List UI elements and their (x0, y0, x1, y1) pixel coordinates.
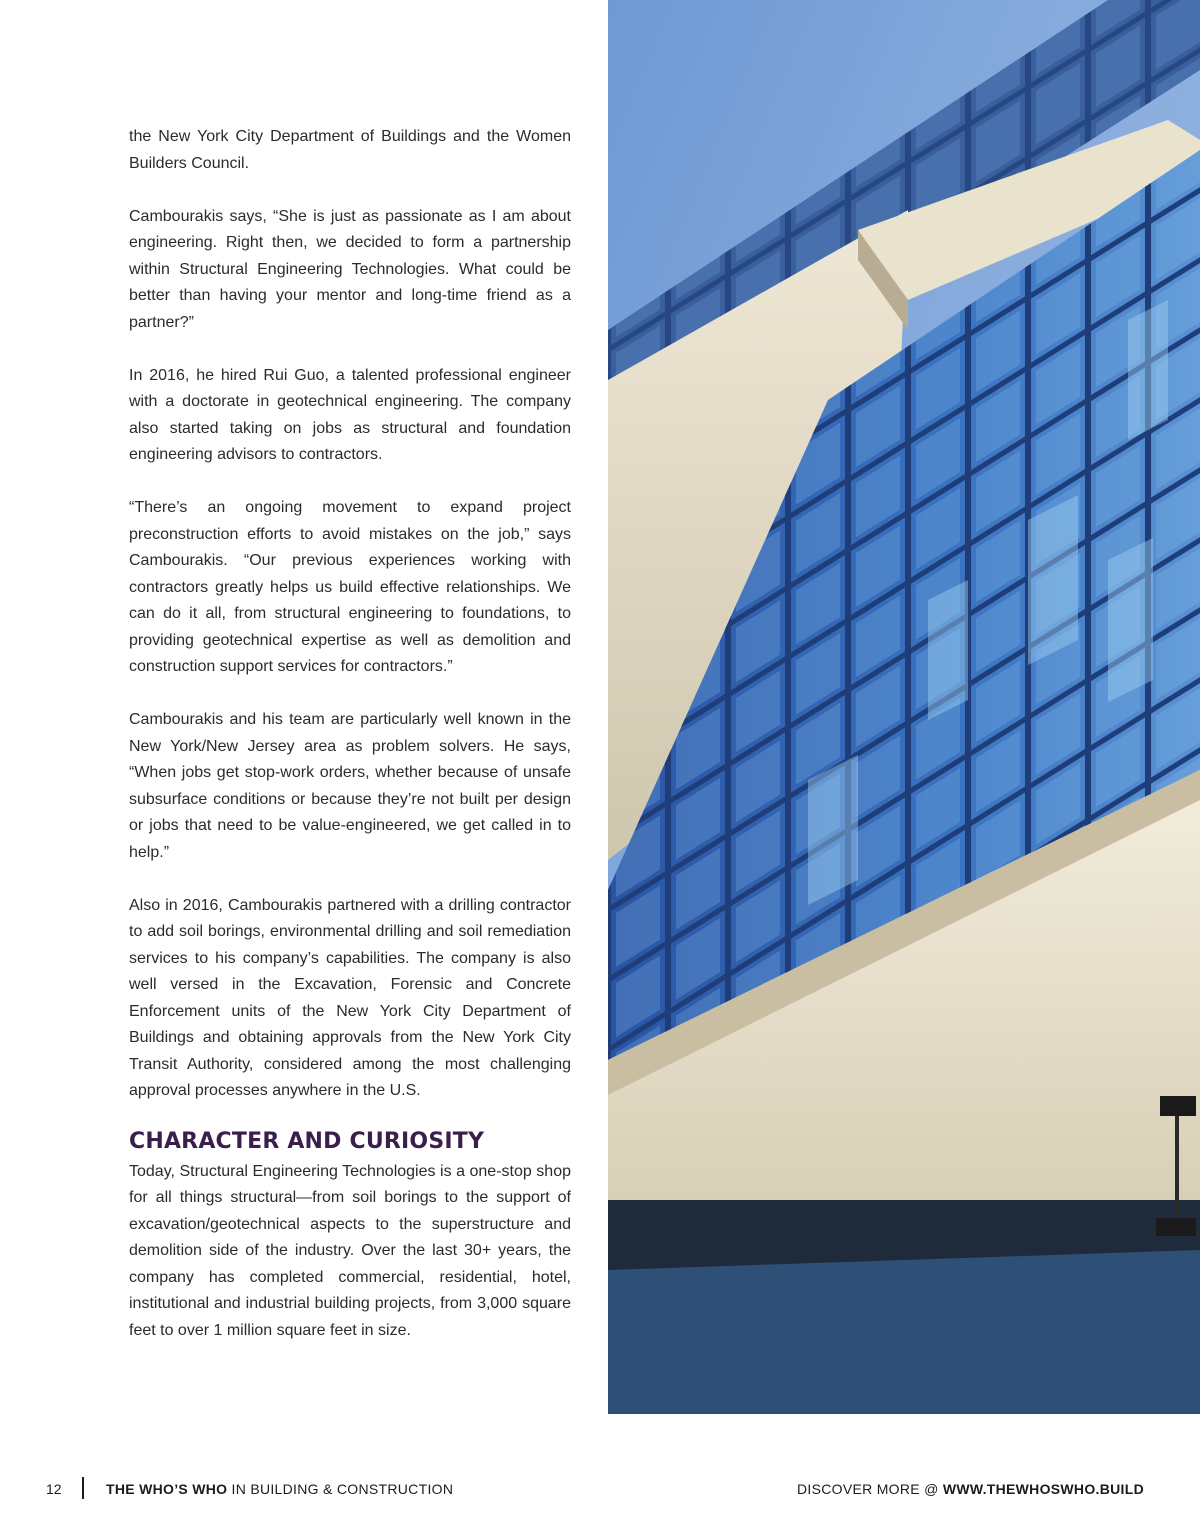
body-paragraph: the New York City Department of Buildings and the Women Builders Council. (129, 128, 571, 172)
page-footer (0, 1472, 1200, 1504)
article-body (129, 124, 571, 1371)
publication-title (106, 1481, 453, 1497)
publication-title-rest: IN BUILDING & CONSTRUCTION (227, 1481, 454, 1497)
section-paragraph: Today, Structural Engineering Technologies is a one-stop shop for all things structural—from soil borings to the support of excavation/geotechnical aspects to the superstructure and demolition side of the industry. Over the last 30+ years, the company has completed commercial, residential, hotel, institutional and industrial building projects, from 3,000 square feet to over 1 million square feet in size. (129, 1162, 571, 1339)
body-paragraph: Cambourakis says, “She is just as passionate as I am about engineering. Right then, we decided to form a partnership within Structural Engineering Technologies. What could be better than having your mentor and long-time friend as a partner?” (129, 207, 571, 331)
footer-divider (82, 1477, 84, 1499)
building-facade-photo (608, 0, 1200, 1414)
discover-url-link[interactable]: WWW.THEWHOSWHO.BUILD (942, 1481, 1144, 1497)
body-paragraph: In 2016, he hired Rui Guo, a talented professional engineer with a doctorate in geotechnical engineering. The company also started taking on jobs as structural and foundation engineering advisors to contractors. (129, 366, 571, 463)
discover-more (797, 1481, 1144, 1497)
publication-title-bold: THE WHO’S WHO (106, 1481, 228, 1497)
body-paragraph: Cambourakis and his team are particularly well known in the New York/New Jersey area as problem solvers. He says, “When jobs get stop-work orders, whether because of unsafe subsurface conditions or because they’re not built per design or jobs that need to be value-engineered, we get called in to help.” (129, 711, 571, 861)
page-number: 12 (46, 1481, 62, 1497)
body-paragraph: “There’s an ongoing movement to expand project preconstruction efforts to avoid mistakes on the job,” says Cambourakis. “Our previous experiences working with contractors greatly helps us build effective relationships. We can do it all, from structural engineering to foundations, to providing geotechnical expertise as well as demolition and construction support services for contractors.” (129, 499, 571, 675)
body-paragraph: Also in 2016, Cambourakis partnered with a drilling contractor to add soil borings, environmental drilling and soil remediation services to his company’s capabilities. The company is also well versed in the Excavation, Forensic and Concrete Enforcement units of the New York City Department of Buildings and obtaining approvals from the New York City Transit Authority, considered among the most challenging approval processes anywhere in the U.S. (129, 896, 571, 1099)
section-heading: CHARACTER AND CURIOSITY (129, 1128, 485, 1154)
discover-prefix: DISCOVER MORE @ (797, 1481, 943, 1497)
